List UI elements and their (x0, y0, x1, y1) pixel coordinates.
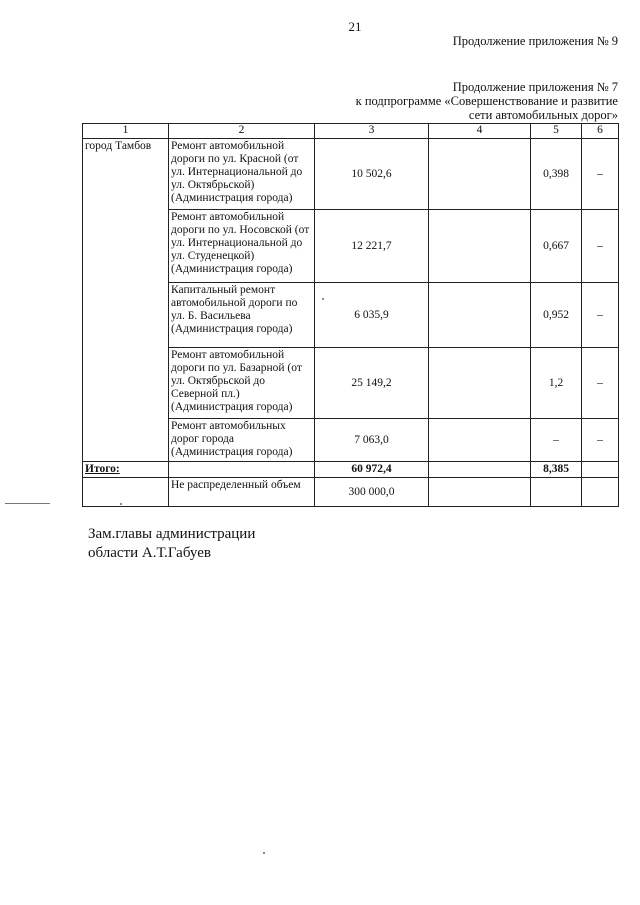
continuation-7-line-3: сети автомобильных дорог» (468, 108, 618, 122)
column-header: 2 (169, 124, 315, 139)
amount-cell: 6 035,9 (315, 283, 429, 348)
column-header: 3 (315, 124, 429, 139)
continuation-7-line-1: Продолжение приложения № 7 (452, 80, 618, 94)
continuation-7-line-2: к подпрограмме «Совершенствование и развитие (355, 94, 618, 108)
empty-cell (429, 478, 531, 507)
amount-cell: 25 149,2 (315, 348, 429, 419)
total-row (83, 462, 619, 478)
continuation-appendix-9: Продолжение приложения № 9 (452, 34, 618, 48)
table-row (83, 139, 619, 210)
column-header: 5 (531, 124, 582, 139)
continuation-appendix-7 (356, 80, 618, 122)
city-cell: город Тамбов (83, 139, 169, 462)
signature-name: области А.Т.Габуев (88, 545, 211, 561)
total-label-text: Итого: (85, 463, 120, 475)
signature-block (88, 525, 255, 563)
column-6-cell: – (582, 210, 619, 283)
empty-cell (169, 462, 315, 478)
column-4-cell (429, 419, 531, 462)
column-header: 4 (429, 124, 531, 139)
column-6-cell: – (582, 283, 619, 348)
amount-cell: 10 502,6 (315, 139, 429, 210)
column-6-cell: – (582, 139, 619, 210)
total-length: 8,385 (531, 462, 582, 478)
signature-title: Зам.главы администрации (88, 526, 256, 542)
page-number: 21 (348, 19, 362, 34)
empty-cell (429, 462, 531, 478)
empty-cell (531, 478, 582, 507)
column-6-cell: – (582, 419, 619, 462)
scan-artifact-line (5, 503, 50, 504)
column-4-cell (429, 210, 531, 283)
length-cell: 1,2 (531, 348, 582, 419)
work-name-cell: Ремонт автомобильной дороги по ул. Носовской (от ул. Интернациональной до ул. Студенецкой) (Администрация города) (169, 210, 315, 283)
undistributed-row (83, 478, 619, 507)
work-name-cell: Ремонт автомобильной дороги по ул. Красной (от ул. Интернациональной до ул. Октябрьской) (Администрация города) (169, 139, 315, 210)
length-cell: – (531, 419, 582, 462)
work-name-cell: Капитальный ремонт автомобильной дороги по ул. Б. Васильева (Администрация города) (169, 283, 315, 348)
scan-speck (263, 852, 265, 854)
undistributed-label: Не распределенный объем (169, 478, 315, 507)
empty-cell (582, 478, 619, 507)
column-4-cell (429, 348, 531, 419)
total-amount: 60 972,4 (315, 462, 429, 478)
column-header: 1 (83, 124, 169, 139)
road-repair-table (82, 123, 619, 507)
scan-speck (322, 298, 324, 300)
total-label (83, 462, 169, 478)
amount-cell: 12 221,7 (315, 210, 429, 283)
empty-cell (83, 478, 169, 507)
length-cell: 0,952 (531, 283, 582, 348)
work-name-cell: Ремонт автомобильной дороги по ул. Базарной (от ул. Октябрьской до Северной пл.) (Администрация города) (169, 348, 315, 419)
empty-cell (582, 462, 619, 478)
column-header: 6 (582, 124, 619, 139)
column-4-cell (429, 139, 531, 210)
scan-speck (120, 503, 122, 505)
length-cell: 0,398 (531, 139, 582, 210)
amount-cell: 7 063,0 (315, 419, 429, 462)
table-header-row (83, 124, 619, 139)
undistributed-amount: 300 000,0 (315, 478, 429, 507)
column-6-cell: – (582, 348, 619, 419)
work-name-cell: Ремонт автомобильных дорог города (Администрация города) (169, 419, 315, 462)
length-cell: 0,667 (531, 210, 582, 283)
column-4-cell (429, 283, 531, 348)
